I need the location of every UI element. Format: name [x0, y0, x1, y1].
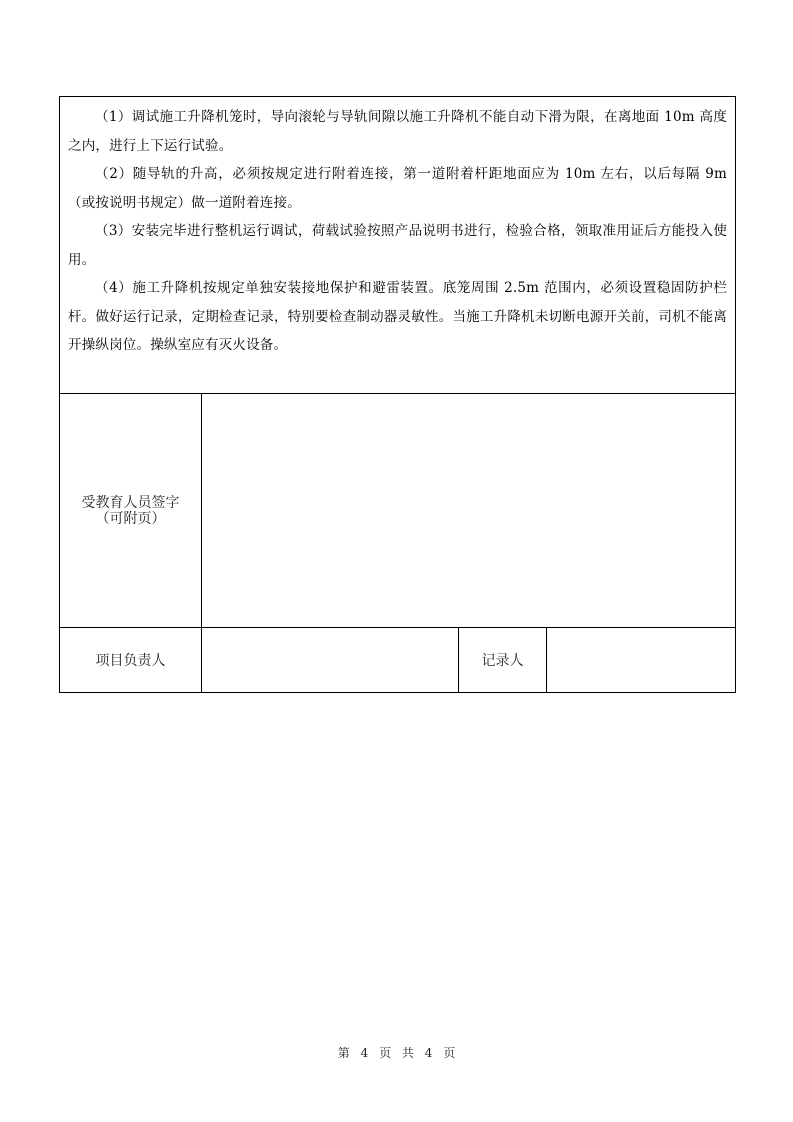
- signature-area[interactable]: [202, 394, 736, 628]
- recorder-field[interactable]: [547, 628, 736, 693]
- content-cell: [60, 97, 736, 394]
- content-row: [60, 97, 736, 394]
- content-body: [68, 97, 727, 360]
- total-word: 页: [443, 1046, 456, 1060]
- signature-label: 受教育人员签字: [81, 494, 180, 511]
- signature-row: [60, 394, 736, 628]
- total-pages: 4: [424, 1046, 433, 1060]
- education-record-table: [59, 96, 736, 693]
- paragraph-3: （3）安装完毕进行整机运行调试，荷载试验按照产品说明书进行，检验合格，领取准用证后方能投入使用。: [68, 223, 728, 268]
- page-number: [0, 1044, 793, 1061]
- page-prefix: 第: [337, 1046, 350, 1060]
- total-prefix: 共: [401, 1046, 414, 1060]
- signature-label-cell: [60, 394, 202, 628]
- responsible-row: [60, 628, 736, 693]
- recorder-label: 记录人: [459, 628, 547, 693]
- paragraph-1: （1）调试施工升降机笼时，导向滚轮与导轨间隙以施工升降机不能自动下滑为限，在离地面 10m 高度之内，进行上下运行试验。: [68, 109, 728, 154]
- current-page: 4: [360, 1046, 369, 1060]
- project-manager-label: 项目负责人: [60, 628, 202, 693]
- paragraph-2: （2）随导轨的升高，必须按规定进行附着连接，第一道附着杆距地面应为 10m 左右，以后每隔 9m（或按说明书规定）做一道附着连接。: [68, 166, 728, 211]
- page-word: 页: [379, 1046, 392, 1060]
- paragraph-4: （4）施工升降机按规定单独安装接地保护和避雷装置。底笼周围 2.5m 范围内，必须设置稳固防护栏杆。做好运行记录，定期检查记录，特别要检查制动器灵敏性。当施工升降机未切断电源开关前，司机不能离开操纵岗位。操纵室应有灭火设备。: [68, 280, 728, 353]
- signature-label-note: （可附页）: [95, 510, 166, 527]
- project-manager-field[interactable]: [202, 628, 459, 693]
